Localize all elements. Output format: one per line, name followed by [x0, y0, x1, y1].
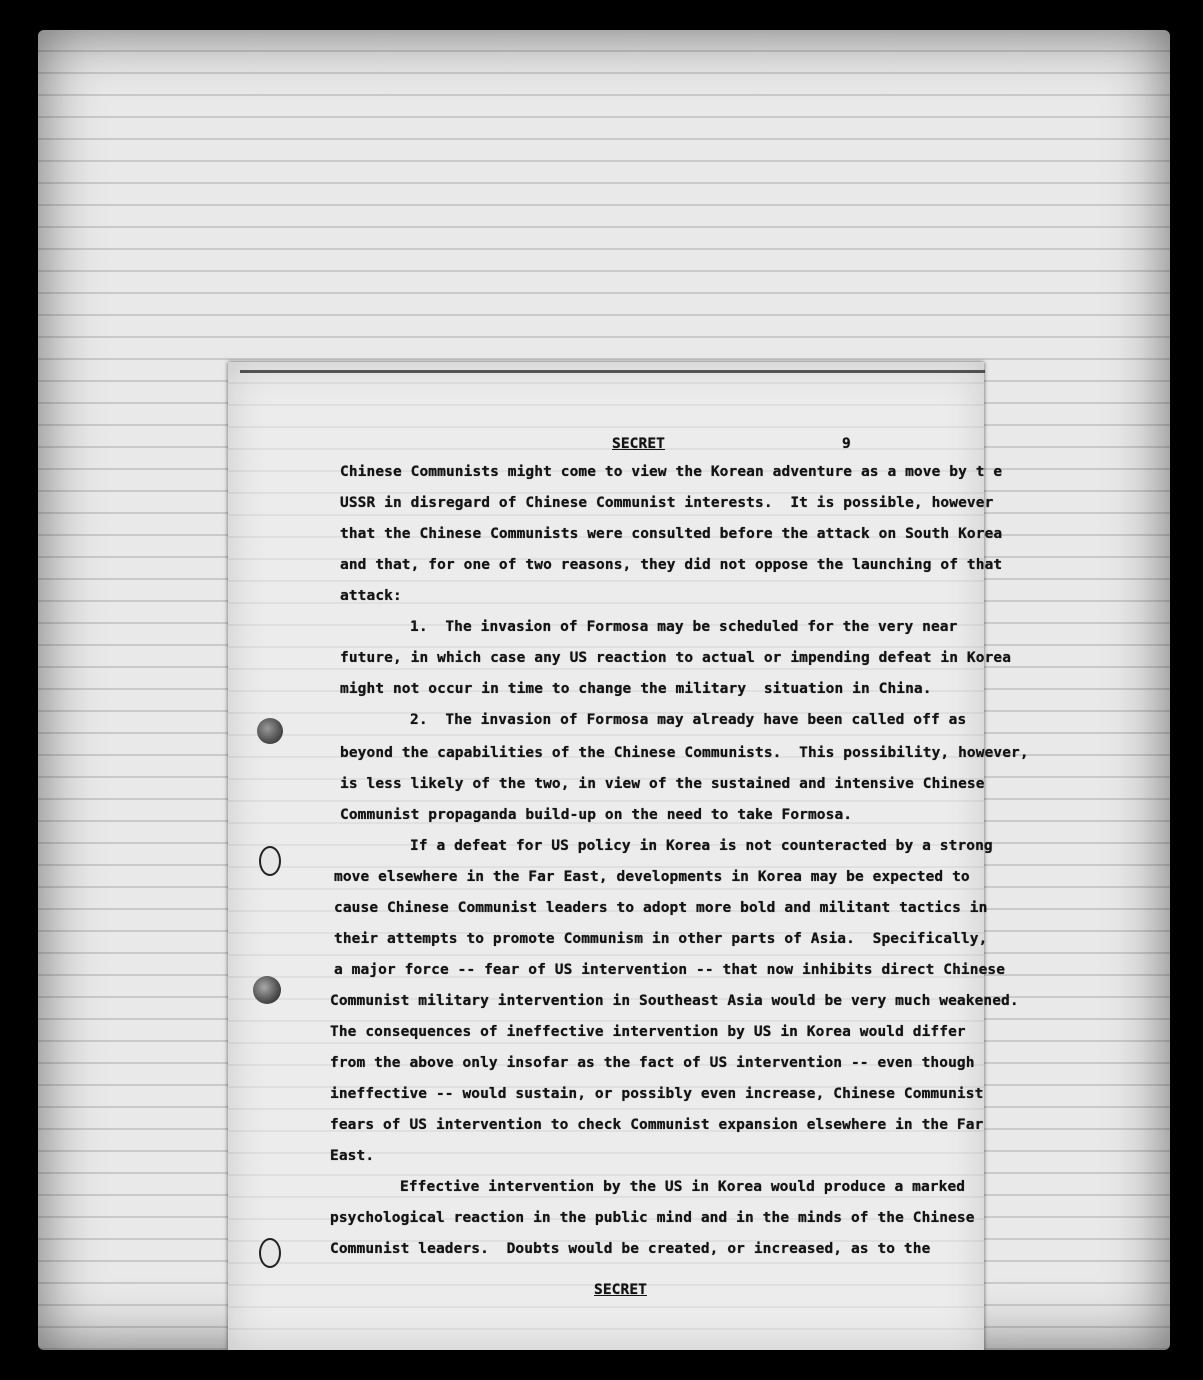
body-line: psychological reaction in the public mind and in the minds of the Chinese [330, 1210, 975, 1226]
body-line: their attempts to promote Communism in other parts of Asia. Specifically, [334, 931, 988, 947]
body-line: from the above only insofar as the fact of US intervention -- even though [330, 1055, 975, 1071]
body-line: cause Chinese Communist leaders to adopt more bold and militant tactics in [334, 900, 988, 916]
body-line: USSR in disregard of Chinese Communist interests. It is possible, however [340, 495, 994, 511]
body-line: 1. The invasion of Formosa may be scheduled for the very near [410, 619, 958, 635]
body-line: move elsewhere in the Far East, developments in Korea may be expected to [334, 869, 970, 885]
body-line: 2. The invasion of Formosa may already have been called off as [410, 712, 967, 728]
body-line: East. [330, 1148, 375, 1164]
footer-classification: SECRET [594, 1282, 647, 1298]
body-line: might not occur in time to change the military situation in China. [340, 681, 932, 697]
body-line: a major force -- fear of US intervention -- that now inhibits direct Chinese [334, 962, 1006, 978]
punch-hole-2 [259, 846, 281, 876]
body-line: Communist propaganda build-up on the need to take Formosa. [340, 807, 853, 823]
header-classification: SECRET [612, 436, 665, 452]
body-line: Communist military intervention in Southeast Asia would be very much weakened. [330, 993, 1019, 1009]
body-line: future, in which case any US reaction to actual or impending defeat in Korea [340, 650, 1012, 666]
body-line: Chinese Communists might come to view the Korean adventure as a move by t e [340, 464, 1003, 480]
body-line: If a defeat for US policy in Korea is not counteracted by a strong [410, 838, 993, 854]
page-top-edge [240, 370, 985, 373]
body-line: and that, for one of two reasons, they did not oppose the launching of that [340, 557, 1003, 573]
body-line: Effective intervention by the US in Korea would produce a marked [400, 1179, 966, 1195]
body-line: The consequences of ineffective intervention by US in Korea would differ [330, 1024, 966, 1040]
page-number: 9 [842, 436, 851, 452]
body-line: Communist leaders. Doubts would be created, or increased, as to the [330, 1241, 931, 1257]
punch-hole-3 [253, 976, 281, 1004]
body-line: ineffective -- would sustain, or possibly even increase, Chinese Communist [330, 1086, 984, 1102]
punch-hole-1 [257, 718, 283, 744]
body-line: attack: [340, 588, 402, 604]
body-line: that the Chinese Communists were consulted before the attack on South Korea [340, 526, 1003, 542]
punch-hole-4 [259, 1238, 281, 1268]
body-line: beyond the capabilities of the Chinese Communists. This possibility, however, [340, 745, 1029, 761]
body-line: is less likely of the two, in view of the sustained and intensive Chinese [340, 776, 985, 792]
body-line: fears of US intervention to check Communist expansion elsewhere in the Far [330, 1117, 984, 1133]
